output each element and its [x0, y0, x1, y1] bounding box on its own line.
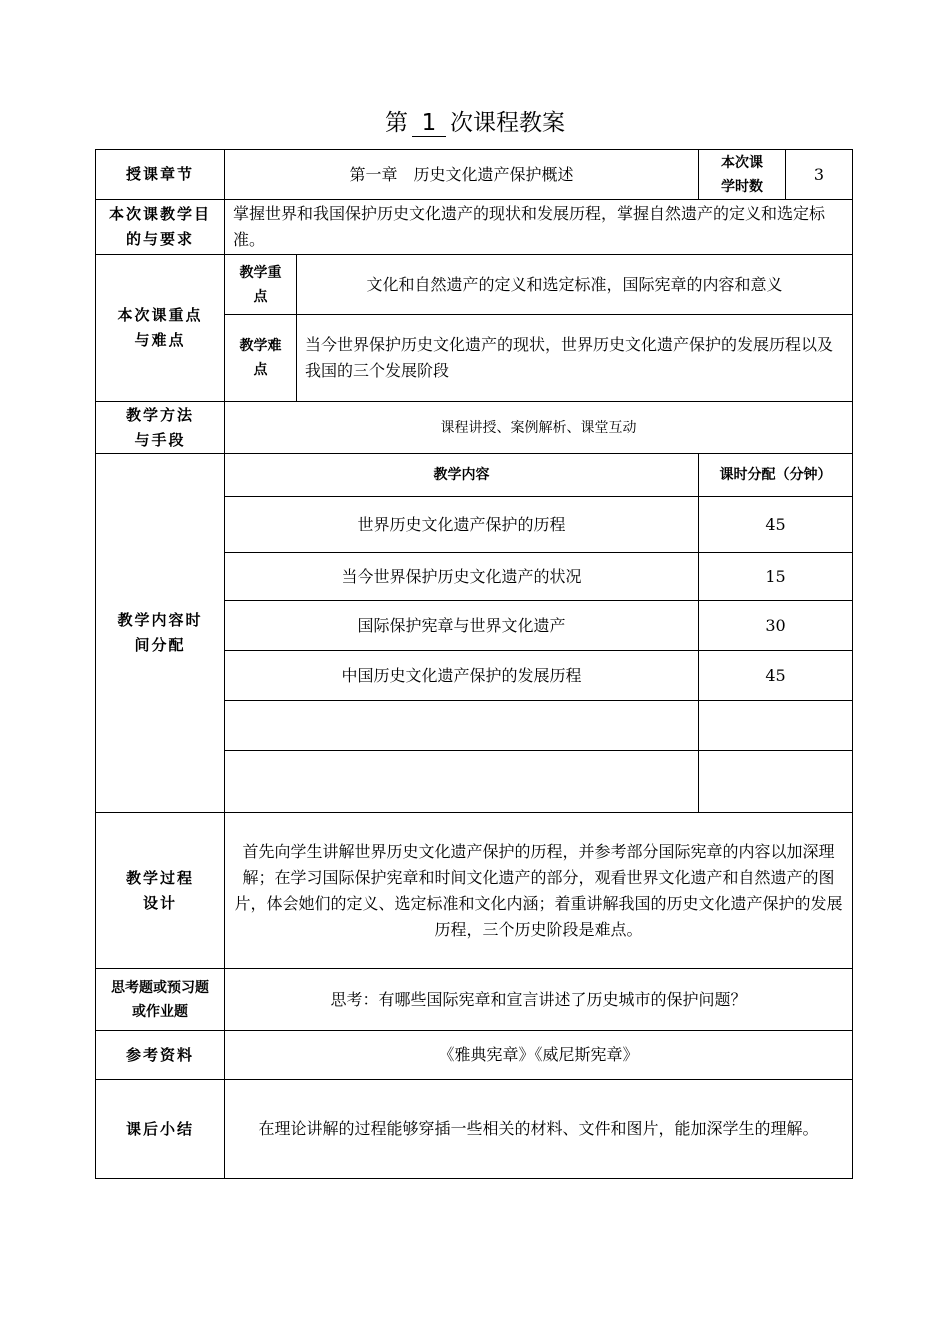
table-row-topic: 世界历史文化遗产保护的历程: [225, 497, 699, 553]
lesson-number: 1: [412, 110, 446, 137]
key-points-value: 文化和自然遗产的定义和选定标准，国际宪章的内容和意义: [297, 255, 852, 315]
objectives-label: 本次课教学目的与要求: [96, 200, 225, 255]
table-row-minutes: [699, 701, 852, 751]
difficult-points-value: 当今世界保护历史文化遗产的现状，世界历史文化遗产保护的发展历程以及我国的三个发展阶段: [297, 315, 852, 402]
table-row-topic: 中国历史文化遗产保护的发展历程: [225, 651, 699, 701]
hours-value: 3: [786, 150, 852, 200]
objectives-value: 掌握世界和我国保护历史文化遗产的现状和发展历程，掌握自然遗产的定义和选定标准。: [225, 200, 852, 255]
homework-value: 思考：有哪些国际宪章和宣言讲述了历史城市的保护问题？: [225, 969, 852, 1031]
table-row-topic: 当今世界保护历史文化遗产的状况: [225, 553, 699, 601]
table-row-topic: [225, 701, 699, 751]
content-column-header: 教学内容: [225, 454, 699, 497]
content-allocation-label: 教学内容时间分配: [96, 454, 225, 813]
process-value: 首先向学生讲解世界历史文化遗产保护的历程，并参考部分国际宪章的内容以加深理解；在学习国际保护宪章和时间文化遗产的部分，观看世界文化遗产和自然遗产的图片，体会她们的定义、选定标准和文化内涵；着重讲解我国的历史文化遗产保护的发展历程，三个历史阶段是难点。: [225, 813, 852, 969]
title-suffix: 次课程教案: [450, 110, 565, 136]
table-row-minutes: 30: [699, 601, 852, 651]
references-label: 参考资料: [96, 1031, 225, 1080]
references-value: 《雅典宪章》《威尼斯宪章》: [225, 1031, 852, 1080]
homework-label: 思考题或预习题或作业题: [96, 969, 225, 1031]
focus-label: 本次课重点与难点: [96, 255, 225, 402]
table-row-minutes: [699, 751, 852, 813]
table-row-minutes: 45: [699, 497, 852, 553]
summary-label: 课后小结: [96, 1080, 225, 1178]
summary-value: 在理论讲解的过程能够穿插一些相关的材料、文件和图片，能加深学生的理解。: [258, 1119, 819, 1138]
title-prefix: 第: [385, 110, 408, 136]
process-label: 教学过程设计: [96, 813, 225, 969]
table-row-minutes: 45: [699, 651, 852, 701]
time-column-header: 课时分配（分钟）: [699, 454, 852, 497]
hours-label: 本次课学时数: [699, 150, 786, 200]
table-row-topic: [225, 751, 699, 813]
methods-value: 课程讲授、案例解析、课堂互动: [225, 402, 852, 454]
methods-label: 教学方法与手段: [96, 402, 225, 454]
lesson-plan-table: [95, 149, 853, 1179]
table-row-minutes: 15: [699, 553, 852, 601]
chapter-value: 第一章 历史文化遗产保护概述: [225, 150, 699, 200]
key-points-label: 教学重点: [225, 255, 297, 315]
page-title: [0, 104, 950, 137]
table-row-topic: 国际保护宪章与世界文化遗产: [225, 601, 699, 651]
difficult-points-label: 教学难点: [225, 315, 297, 402]
chapter-label: 授课章节: [96, 150, 225, 200]
